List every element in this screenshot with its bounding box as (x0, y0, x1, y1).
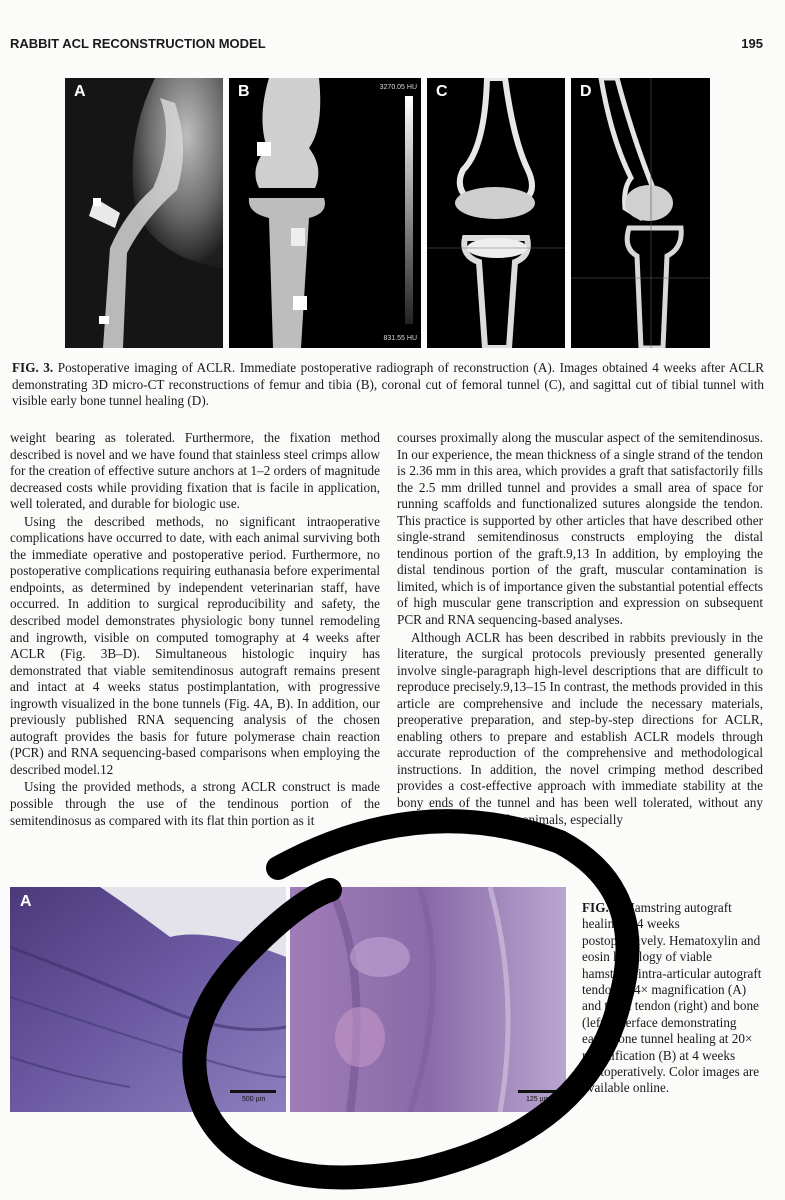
fig3-panel-label-a: A (74, 83, 86, 100)
fig3-panel-label-d: D (580, 83, 592, 100)
fig3-panel-label-c: C (436, 83, 448, 100)
fig4-caption (582, 900, 762, 1097)
running-head (10, 36, 763, 51)
scale-bar-a (230, 1090, 276, 1093)
body-right-column (397, 430, 763, 828)
fig4-panel-label-b: B (300, 893, 312, 910)
fig4-panel-b (290, 887, 566, 1112)
fig3-panel-d (571, 78, 710, 348)
coronal-ct-image (427, 78, 565, 348)
fig4-panel-a (10, 887, 286, 1112)
fig3-caption-text: Postoperative imaging of ACLR. Immediate postoperative radiograph of reconstruction (A). Images obtained 4 weeks after ACLR demonstrating 3D micro-CT reconstructions of femur and tibia (B), coronal cut of femoral tunnel (C), and sagittal cut of tibial tunnel with visible early bone tunnel healing (D). (12, 360, 764, 408)
fig3-panel-label-b: B (238, 83, 250, 100)
page-number: 195 (741, 36, 763, 51)
scale-label-a: 500 µm (242, 1096, 266, 1103)
scale-label-b: 125 µm (526, 1096, 550, 1103)
right-paragraph-2: Although ACLR has been described in rabbits previously in the literature, the surgical protocols previously presented generally involve single-paragraph high-level descriptions that are difficult to reproduce precisely.9,13–15 In contrast, the methods provided in this article are comprehensive and include the necessary materials, preoperative preparation, and step-by-step directions for ACLR, enabling others to prepare and establish ACLR models through accurate reproduction of the comprehensive and methodological instructions. In addition, the novel crimping method described provides a cost-effective approach with immediate stability at the bony ends of the tunnel and has been well tolerated, without any noted skin issues in the animals, especially (397, 629, 763, 827)
left-paragraph-2: Using the described methods, no significant intraoperative complications have occurred to date, with each animal surviving both the immediate operative and postoperative period. Furthermore, no postoperative complications requiring euthanasia before experimental endpoints, as determined by independent veterinarian staff, have occurred. In addition to surgical reproducibility and safety, the described model demonstrates physiologic bony tunnel remodeling and ingrowth, visible on computed tomography at 4 weeks after ACLR (Fig. 3B–D). Simultaneous histologic inquiry has demonstrated that viable semitendinosus autograft remains present and intact at 4 weeks status postimplantation, with progressive ingrowth visualized in the bone tunnels (Fig. 4A, B). In addition, our previously published RNA sequencing analysis of the chosen autograft provides the basis for future polymerase chain reaction (PCR) and RNA sequencing-based comparisons when employing the described model.12 (10, 513, 380, 777)
histology-image-a (10, 887, 286, 1112)
right-paragraph-1: courses proximally along the muscular aspect of the semitendinosus. In our experience, the mean thickness of a single strand of the tendon is 2.36 mm in this area, which provides a graft that satisfactorily fills the 2.5 mm drilled tunnel and provides a small area of space for running scaffolds and functionalized sutures alongside the tendon. This practice is supported by other articles that have described other single-strand semitendinosus constructs employing the distal tendinous portion of the graft.9,13 In addition, by employing the distal tendinous portion of the graft, muscular contamination is limited, which is of importance given the substantial potential effects of high muscular gene transcription and expression on subsequent PCR and RNA sequencing-based analyses. (397, 430, 763, 628)
fig4-panel-label-a: A (20, 893, 32, 910)
fig3-panel-b (229, 78, 421, 348)
radiograph-image (65, 78, 223, 348)
fig3-caption (12, 360, 764, 410)
hu-min-label: 831.55 HU (383, 335, 417, 342)
fig4-caption-label: FIG. 4. (582, 900, 622, 915)
micro-ct-3d-image (229, 78, 421, 348)
fig3-panel-c (427, 78, 565, 348)
running-title: RABBIT ACL RECONSTRUCTION MODEL (10, 36, 266, 51)
hu-max-label: 3270.05 HU (379, 84, 417, 91)
sagittal-ct-image (571, 78, 710, 348)
left-paragraph-3: Using the provided methods, a strong ACLR construct is made possible through the use of the tendinous portion of the semitendinosus as compared with its flat thin portion as it (10, 779, 380, 828)
scale-bar-b (518, 1090, 558, 1093)
body-left-column (10, 430, 380, 829)
histology-image-b (290, 887, 566, 1112)
fig3-panel-a (65, 78, 223, 348)
fig4-caption-text: Hamstring autograft healing at 4 weeks postoperatively. Hematoxylin and eosin histology of viable hamstring intra-articular autograft tendon at 4× magnification (A) and tibial tendon (right) and bone (left) interface demonstrating early bone tunnel healing at 20× magnification (B) at 4 weeks postoperatively. Color images are available online. (582, 900, 762, 1096)
left-paragraph-1: weight bearing as tolerated. Furthermore, the fixation method described is novel and we have found that stainless steel crimps allow for the creation of effective suture anchors at 1–2 orders of magnitude decreased costs while providing fixation that is facile in application, well tolerated, and durable for biologic use. (10, 430, 380, 512)
fig3-caption-label: FIG. 3. (12, 360, 54, 375)
